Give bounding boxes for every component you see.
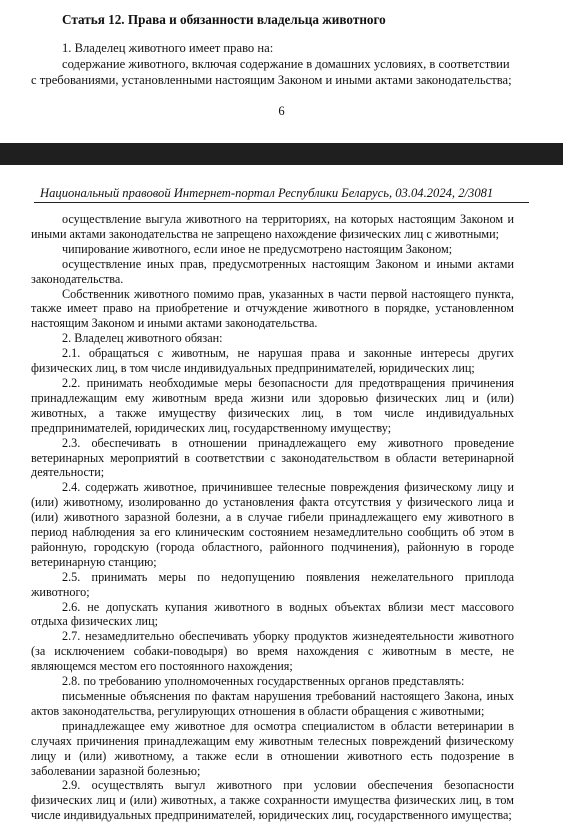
paragraph: осуществление выгула животного на территориях, на которых настоящим Законом и иными актами законодательства не запрещено нахождение физических лиц с животными; <box>31 212 514 241</box>
header-rule <box>34 202 529 203</box>
paragraph: 2.3. обеспечивать в отношении принадлежащего ему животного проведение ветеринарных мероприятий в соответствии с законодательством в области ветеринарной деятельности; <box>31 435 514 480</box>
paragraph: 2.8. по требованию уполномоченных государственных органов представлять: <box>62 674 465 689</box>
paragraph-line: 1. Владелец животного имеет право на: <box>62 41 274 55</box>
paragraph: принадлежащее ему животное для осмотра специалистом в области ветеринарии в случаях причинения принадлежащим ему животным телесных повреждений физическому лицу и (или) животному, а также если в отношении животного есть подозрение в заболевании заразной болезнью; <box>31 718 514 778</box>
document-body <box>31 212 514 823</box>
paragraph-line: содержание животного, включая содержание в домашних условиях, в соответствии <box>62 57 510 71</box>
portal-header: Национальный правовой Интернет-портал Республики Беларусь, 03.04.2024, 2/3081 <box>40 186 494 200</box>
paragraph: 2.2. принимать необходимые меры безопасности для предотвращения причинения принадлежащим ему животным вреда жизни или здоровью физических лиц и (или) животных, а также имуществу физических лиц, в том числе индивидуальных предпринимателей, юридических лиц, государственному имуществу; <box>31 375 514 435</box>
document-page-top <box>0 0 563 143</box>
paragraph: 2.4. содержать животное, причинившее телесные повреждения физическому лицу и (или) животному, изолированно до установления факта отсутствия у физического лица и (или) животного заразной болезни, а в случае гибели принадлежащего ему животного в период наблюдения за его клиническим состоянием незамедлительно сообщить об этом в районную, городскую (города областного, районного подчинения), районную в городе ветеринарную станцию; <box>31 480 514 569</box>
document-page-bottom <box>0 165 563 823</box>
paragraph: 2.9. осуществлять выгул животного при условии обеспечения безопасности физических лиц и (или) животных, а также сохранности имущества физических лиц, в том числе индивидуальных предпринимателей, юридических лиц, государственного имущества; <box>31 778 514 823</box>
paragraph: 2.1. обращаться с животным, не нарушая права и законные интересы других физических лиц, в том числе индивидуальных предпринимателей, юридических лиц; <box>31 346 514 376</box>
paragraph: письменные объяснения по фактам нарушения требований настоящего Закона, иных актов законодательства, регулирующих отношения в области обращения с животными; <box>31 689 514 718</box>
paragraph: 2.7. незамедлительно обеспечивать уборку продуктов жизнедеятельности животного (за исключением собаки-поводыря) во время нахождения с животным в месте, не являющемся местом его постоянного нахождения; <box>31 629 514 674</box>
paragraph: чипирование животного, если иное не предусмотрено настоящим Законом; <box>62 241 453 256</box>
page-number: 6 <box>278 104 285 118</box>
paragraph-line: с требованиями, установленными настоящим Законом и иными актами законодательства; <box>31 73 512 87</box>
paragraph: осуществление иных прав, предусмотренных настоящим Законом и иными актами законодательства. <box>31 256 514 286</box>
paragraph: 2. Владелец животного обязан: <box>62 331 223 346</box>
paragraph: Собственник животного помимо прав, указанных в части первой настоящего пункта, также имеет право на приобретение и отчуждение животного в порядке, установленном настоящим Законом и иными актами законодательства. <box>31 286 514 331</box>
article-title: Статья 12. Права и обязанности владельца животного <box>62 12 386 27</box>
paragraph: 2.5. принимать меры по недопущению появления нежелательного приплода животного; <box>31 569 514 599</box>
paragraph: 2.6. не допускать купания животного в водных объектах вблизи мест массового отдыха физических лиц; <box>31 599 514 629</box>
page-divider <box>0 143 563 165</box>
